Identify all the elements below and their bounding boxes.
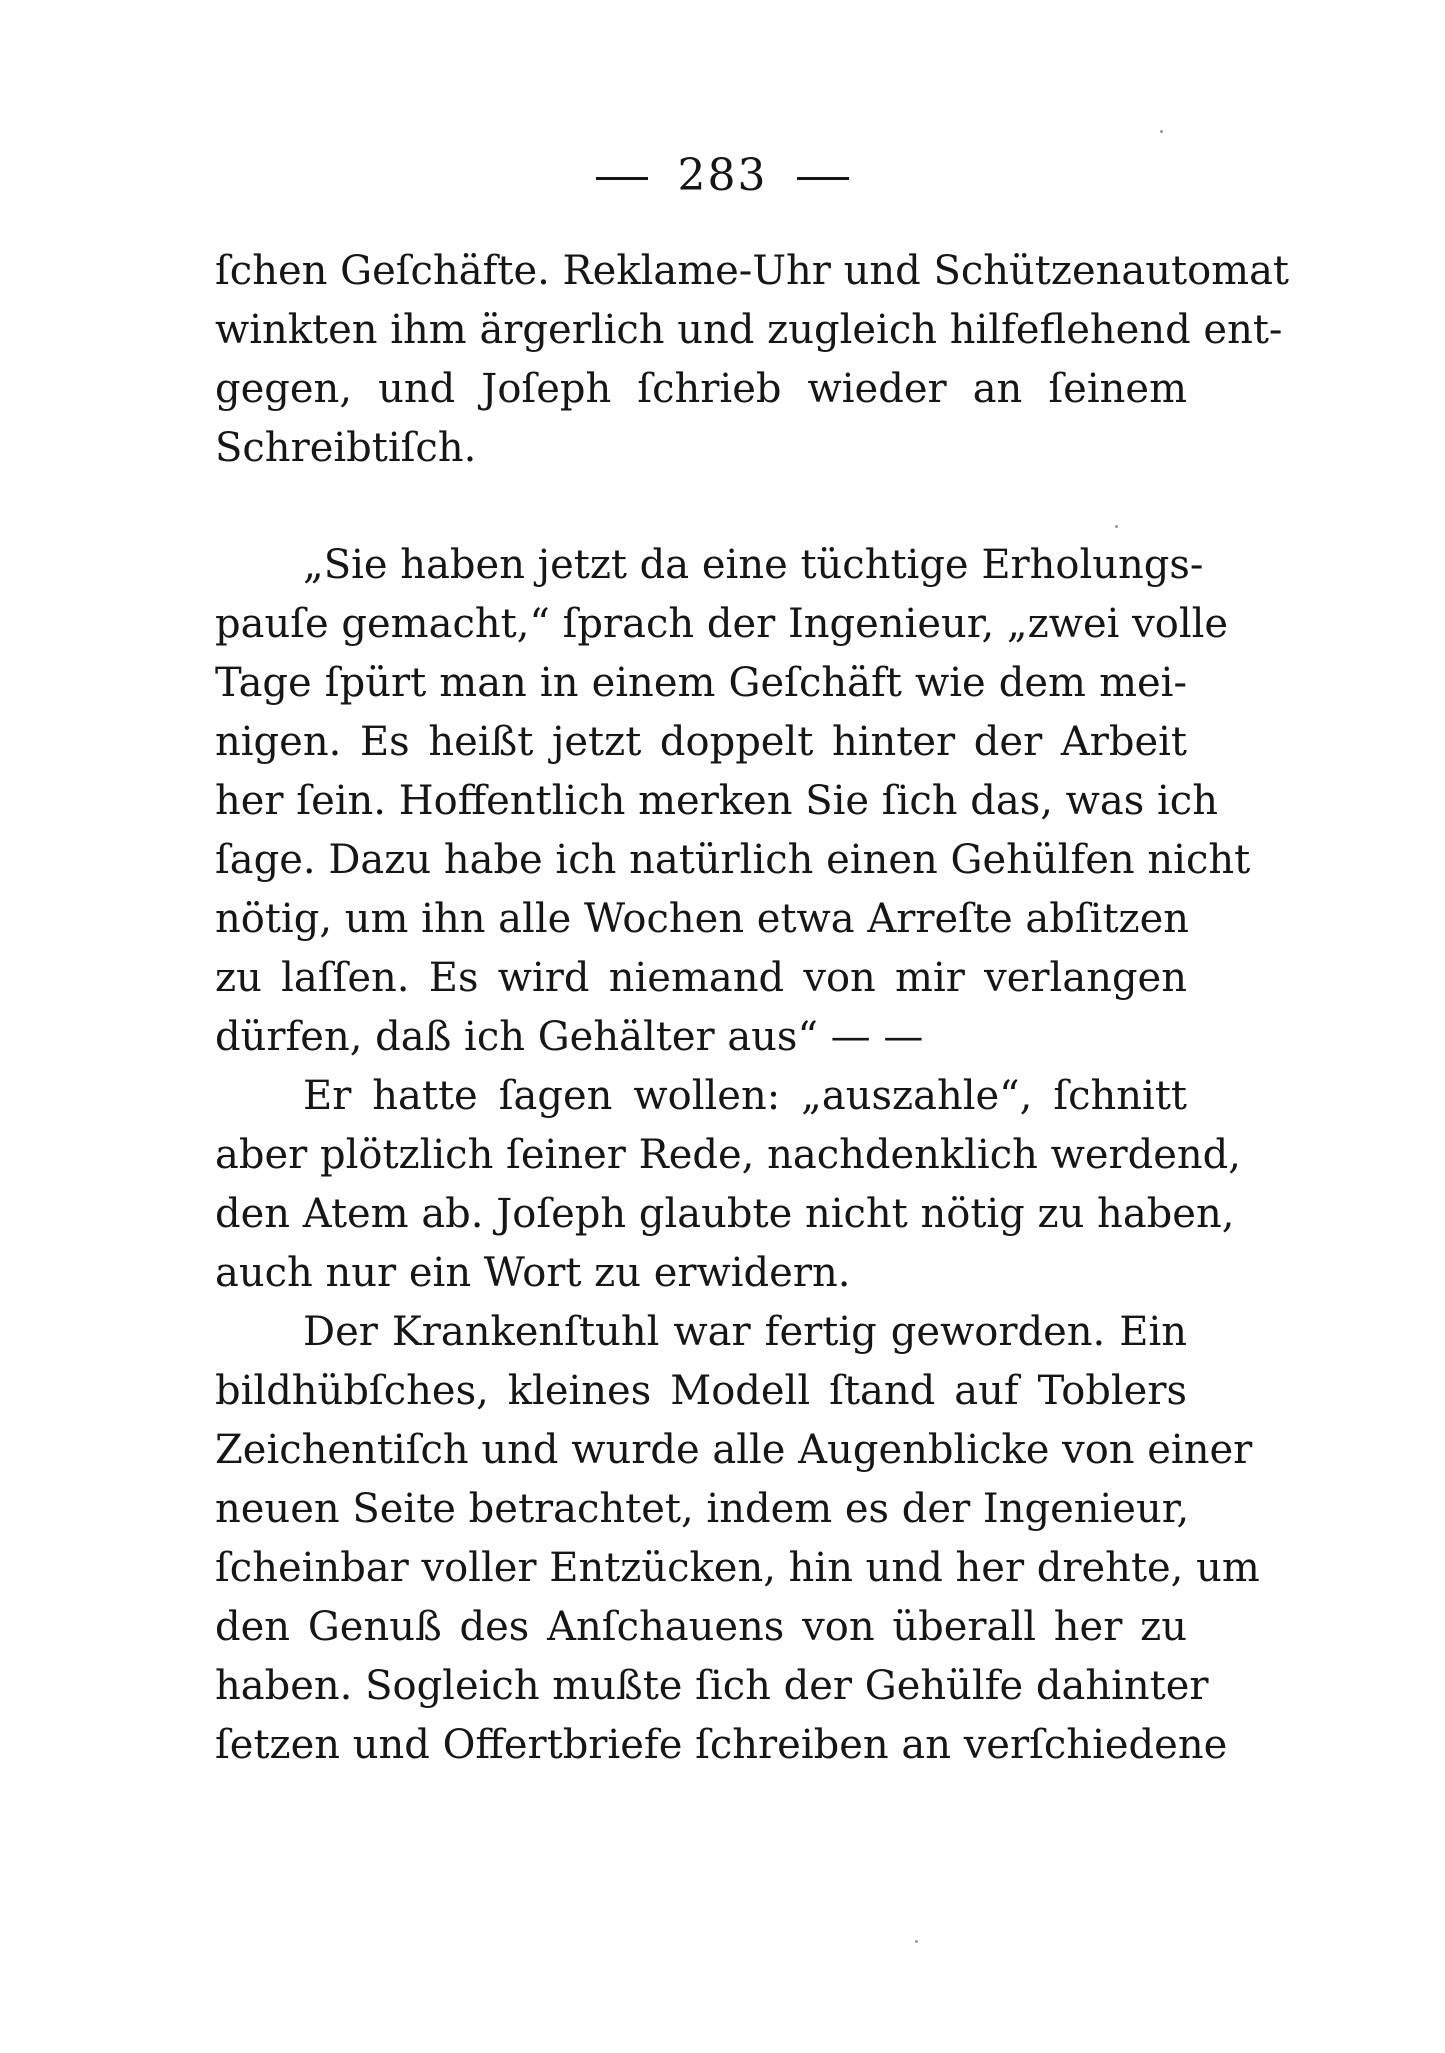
text-line: „Sie haben jetzt da eine tüchtige Erholungs- — [303, 542, 1204, 588]
text-line: den Genuß des Anſchauens von überall her zu — [215, 1604, 1187, 1650]
text-line: Tage ſpürt man in einem Geſchäft wie dem mei- — [215, 660, 1187, 706]
text-line: haben. Sogleich mußte ſich der Gehülfe dahinter — [215, 1663, 1209, 1709]
text-line: nigen. Es heißt jetzt doppelt hinter der Arbeit — [215, 719, 1187, 765]
left-dash — [596, 177, 648, 180]
page-number: 283 — [677, 150, 768, 201]
text-line: ſchen Geſchäfte. Reklame-Uhr und Schützenautomat — [215, 248, 1290, 294]
text-line: gegen, und Joſeph ſchrieb wieder an ſeinem — [215, 366, 1187, 412]
paper-speck — [1115, 525, 1118, 528]
paper-speck — [1160, 130, 1163, 133]
text-line: aber plötzlich ſeiner Rede, nachdenklich werdend, — [215, 1132, 1241, 1178]
text-line: ſage. Dazu habe ich natürlich einen Gehülfen nicht — [215, 837, 1251, 883]
text-line: Der Krankenſtuhl war fertig geworden. Ein — [303, 1309, 1187, 1355]
text-line: ſcheinbar voller Entzücken, hin und her drehte, um — [215, 1545, 1260, 1591]
text-line: ſetzen und Offertbriefe ſchreiben an verſchiedene — [215, 1722, 1228, 1768]
text-line: Zeichentiſch und wurde alle Augenblicke von einer — [215, 1427, 1253, 1473]
page-number-header — [0, 150, 1445, 201]
text-line: Er hatte ſagen wollen: „auszahle“, ſchnitt — [303, 1073, 1187, 1119]
text-line: her ſein. Hoffentlich merken Sie ſich das, was ich — [215, 778, 1218, 824]
text-line: zu laſſen. Es wird niemand von mir verlangen — [215, 955, 1187, 1001]
text-line: den Atem ab. Joſeph glaubte nicht nötig zu haben, — [215, 1191, 1235, 1237]
text-line: neuen Seite betrachtet, indem es der Ingenieur, — [215, 1486, 1190, 1532]
text-line: bildhübſches, kleines Modell ſtand auf Toblers — [215, 1368, 1187, 1414]
right-dash — [797, 177, 849, 180]
paper-speck — [915, 1940, 918, 1943]
text-line: pauſe gemacht,“ ſprach der Ingenieur, „zwei volle — [215, 601, 1229, 647]
text-line: winkten ihm ärgerlich und zugleich hilfeflehend ent- — [215, 307, 1283, 353]
text-line: Schreibtiſch. — [215, 425, 477, 471]
text-line: nötig, um ihn alle Wochen etwa Arreſte abſitzen — [215, 896, 1190, 942]
text-line: auch nur ein Wort zu erwidern. — [215, 1250, 851, 1296]
text-line: dürfen, daß ich Gehälter aus“ — — — [215, 1014, 924, 1060]
